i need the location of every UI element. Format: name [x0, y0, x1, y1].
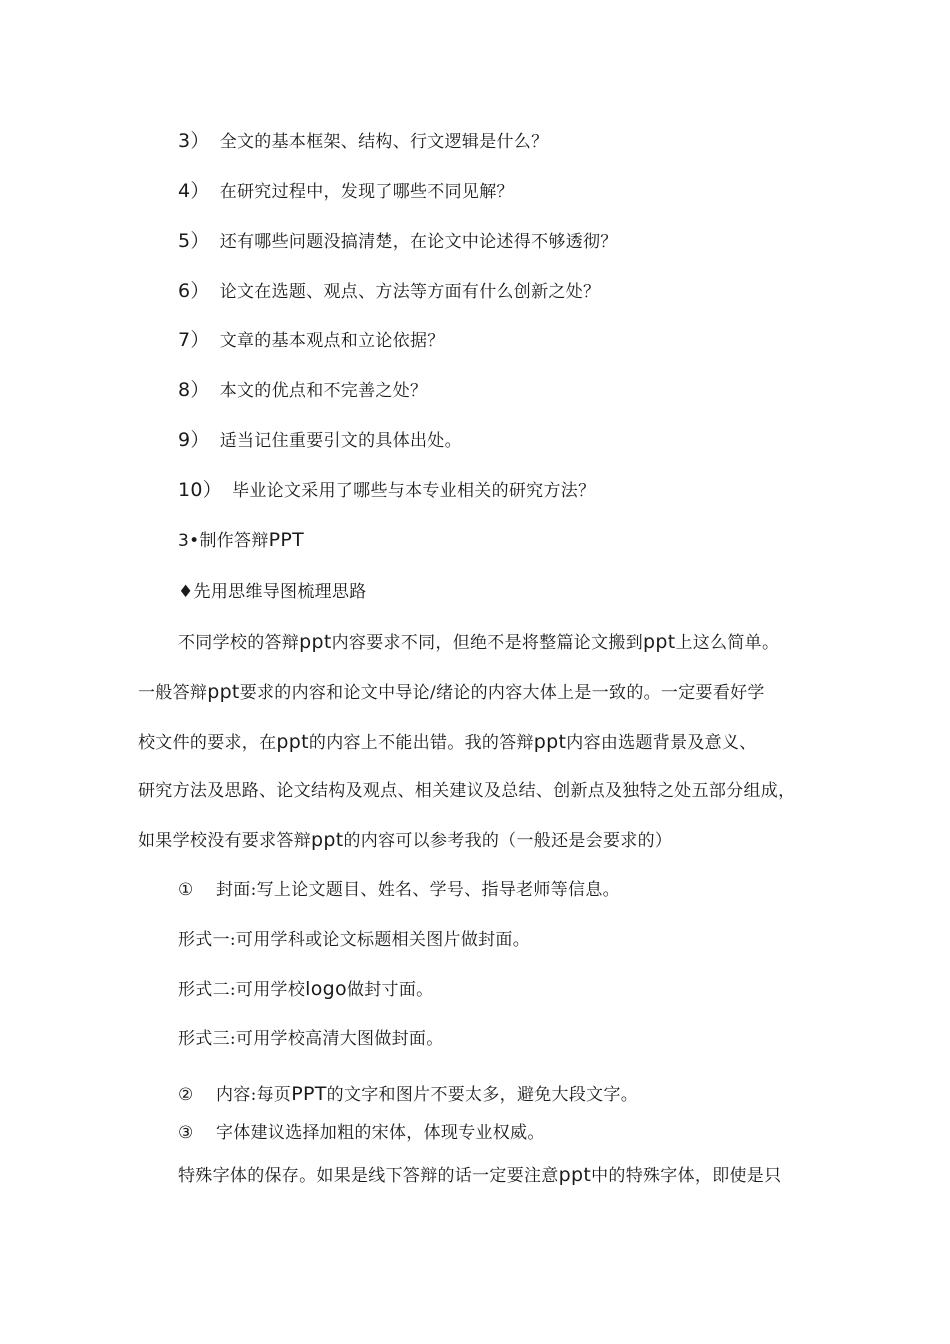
question-number: 10） [178, 479, 223, 501]
paragraph-latin: ppt [533, 731, 567, 753]
paragraph-line [178, 630, 779, 655]
question-item [178, 279, 600, 304]
paragraph-latin: ppt [207, 681, 240, 703]
paragraph-line [138, 680, 765, 705]
content-text: 内容:每页 [216, 1085, 292, 1105]
paragraph-line [138, 730, 757, 755]
question-item [178, 478, 595, 503]
question-text: 论文在选题、观点、方法等方面有什么创新之处？ [219, 282, 601, 302]
question-item [178, 229, 618, 254]
question-item [178, 129, 548, 154]
circled-number: ③ [178, 1123, 194, 1143]
question-item [178, 179, 514, 204]
question-number: 8） [178, 379, 210, 401]
form-text: 形式二:可用学校 [178, 980, 306, 1000]
content-text: 的文字和图片不要太多，避免大段文字。 [326, 1085, 639, 1105]
question-text: 适当记住重要引文的具体出处。 [219, 431, 462, 451]
question-text: 全文的基本框架、结构、行文逻辑是什么？ [219, 132, 549, 152]
paragraph-text: 内容要求不同，但绝不是将整篇论文搬到 [331, 633, 643, 653]
paragraph-text: 一般答辩 [138, 683, 208, 703]
cover-text: 封面:写上论文题目、姓名、学号、指导老师等信息。 [216, 880, 620, 900]
circled-number: ② [178, 1085, 194, 1105]
question-text: 在研究过程中，发现了哪些不同见解？ [219, 182, 514, 202]
form-option: 形式一:可用学科或论文标题相关图片做封面。 [178, 930, 531, 950]
section-heading-number: 3• [178, 531, 200, 551]
question-item [178, 428, 462, 453]
question-number: 7） [178, 329, 210, 351]
font-text: 字体建议选择加粗的宋体，体现专业权威。 [216, 1123, 545, 1143]
paragraph-latin: ppt [311, 829, 344, 851]
question-item [178, 328, 445, 353]
paragraph-text: 的内容上不能出错。我的答辩 [308, 733, 534, 753]
paragraph-text: 内容由选题背景及意义、 [566, 733, 757, 753]
question-text: 毕业论文采用了哪些与本专业相关的研究方法？ [232, 481, 596, 501]
subheading: ♦先用思维导图梳理思路 [178, 582, 367, 602]
paragraph-text: 要求的内容和论文中导论/绪论的内容大体上是一致的。一定要看好学 [239, 683, 765, 703]
paragraph-text: 的内容可以参考我的（一般还是会要求的） [343, 831, 673, 851]
question-text: 本文的优点和不完善之处？ [219, 381, 428, 401]
section-heading-text: 制作答辩 [199, 531, 269, 551]
circled-number: ① [178, 880, 194, 900]
paragraph-line: 研究方法及思路、论文结构及观点、相关建议及总结、创新点及独特之处五部分组成， [138, 781, 796, 801]
paragraph-line [138, 828, 672, 853]
paragraph-latin: ppt [558, 1164, 592, 1186]
paragraph-text: 校文件的要求，在 [138, 733, 277, 753]
cover-item [178, 878, 620, 902]
section-heading-latin: PPT [268, 529, 305, 551]
form-text: 做封寸面。 [346, 980, 434, 1000]
paragraph-text: 不同学校的答辩 [178, 633, 300, 653]
question-text: 还有哪些问题没搞清楚，在论文中论述得不够透彻？ [219, 232, 618, 252]
paragraph-text: 中的特殊字体，即使是只 [591, 1166, 782, 1186]
form-option [178, 977, 433, 1002]
question-number: 9） [178, 429, 210, 451]
paragraph-text: 如果学校没有要求答辩 [138, 831, 311, 851]
form-latin: logo [305, 978, 347, 1000]
question-item [178, 378, 427, 403]
question-number: 3） [178, 130, 210, 152]
question-number: 6） [178, 280, 210, 302]
question-number: 4） [178, 180, 210, 202]
paragraph-text: 上这么简单。 [675, 633, 780, 653]
content-item [178, 1082, 638, 1107]
paragraph-latin: ppt [276, 731, 309, 753]
paragraph-latin: ppt [643, 631, 676, 653]
section-heading [178, 528, 304, 553]
paragraph-line [178, 1163, 781, 1188]
content-latin: PPT [291, 1083, 327, 1105]
form-option: 形式三:可用学校高清大图做封面。 [178, 1029, 444, 1049]
question-text: 文章的基本观点和立论依据？ [219, 331, 445, 351]
paragraph-text: 特殊字体的保存。如果是线下答辩的话一定要注意 [178, 1166, 559, 1186]
question-number: 5） [178, 230, 210, 252]
font-item [178, 1121, 545, 1145]
paragraph-latin: ppt [299, 631, 332, 653]
